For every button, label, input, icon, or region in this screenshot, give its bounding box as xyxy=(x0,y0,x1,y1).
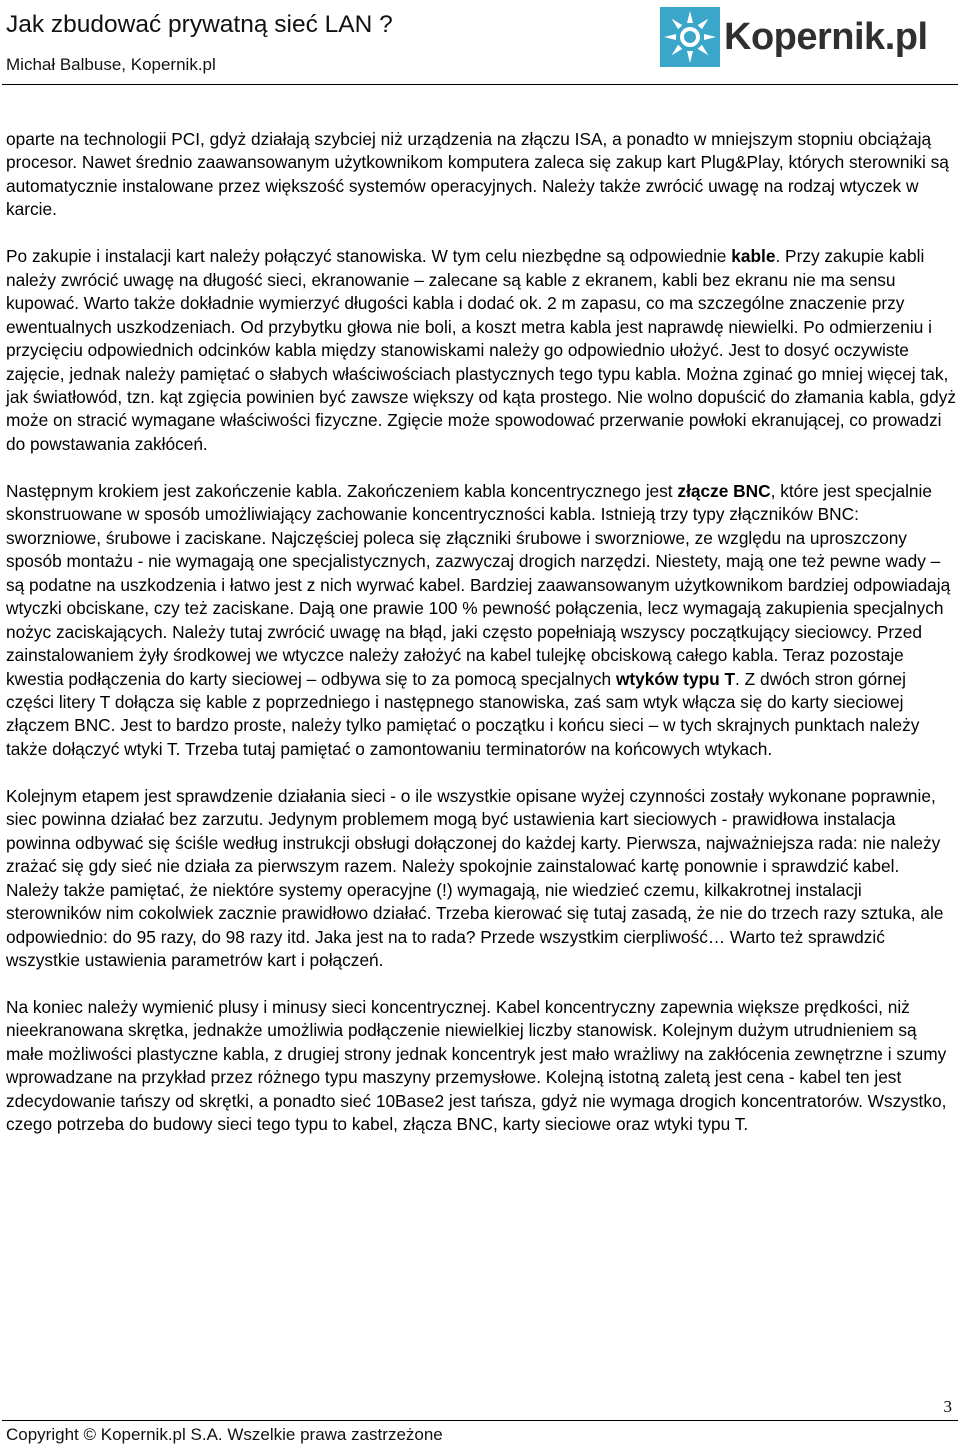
bold-term: wtyków typu T xyxy=(615,668,736,689)
paragraph-text: Po zakupie i instalacji kart należy połączyć stanowiska. W tym celu niezbędne są odpowiednie xyxy=(6,246,732,267)
paragraph-text: . Przy zakupie kabli należy zwrócić uwagę na długość sieci, ekranowanie – zalecane są kable z ekranem, kabli bez ekranu nie ma sensu kupować. Warto także dokładnie wymierzyć długości kabla i dodać ok. 2 m zapasu, co ma szczególne znaczenie przy ewentualnych uszkodzeniach. Od przybytku głowa nie boli, a koszt metra kabla jest naprawdę niewielki. Po odmierzeniu i przycięciu odpowiednich odcinków kabla między stanowiskami należy go odpowiednio ułożyć. Jest to dosyć oczywiste zajęcie, jednak należy pamiętać o słabych właściwościach plastycznych tego typu kabla. Można zginać go mniej więcej tak, jak światłowód, tzn. kąt zgięcia powinien być zawsze większy od kąta prostego. Nie wolno dopuścić do złamania kabla, gdyż może on stracić wymagane właściwości fizyczne. Zgięcie może spowodować przerwanie powłoki ekranującej, co prowadzi do powstawania zakłóceń. xyxy=(6,246,956,454)
logo-text: Kopernik.pl xyxy=(724,16,928,58)
paragraph-text: , które jest specjalnie skonstruowane w sposób umożliwiający zachowanie koncentryczności kabla. Istnieją trzy typy złączników BNC: sworzniowe, śrubowe i zaciskane. Najczęściej poleca się złączniki śrubowe i sworzniowe, ze względu na uproszczony sposób montażu - nie wymagają one specjalistycznych, zazwyczaj drogich narzędzi. Niestety, mają one też pewne wady – są podatne na uszkodzenia i łatwo jest z nich wyrwać kabel. Bardziej zaawansowanym użytkownikom bardziej odpowiadają wtyczki obciskane, czy też zaciskane. Dają one prawie 100 % pewność połączenia, lecz wymagają zakupienia specjalnych nożyc zaciskających. Należy tutaj zwrócić uwagę na błąd, jaki często popełniają wszyscy początkujący sieciowcy. Przed zainstalowaniem żyły środkowej we wtyczce należy założyć na kabel tulejkę obciskową całego kabla. Teraz pozostaje kwestia podłączenia do karty sieciowej – odbywa się to za pomocą specjalnych xyxy=(6,480,951,689)
header-divider xyxy=(2,84,958,85)
footer-divider xyxy=(2,1420,958,1421)
document-title: Jak zbudować prywatną sieć LAN ? xyxy=(6,11,393,38)
paragraph-3 xyxy=(6,480,956,761)
paragraph-text: Na koniec należy wymienić plusy i minusy sieci koncentrycznej. Kabel koncentryczny zapewnia większe prędkości, niż nieekranowana skrętka, jednakże umożliwia podłączenie niewielkiej liczby stanowisk. Kolejnym dużym utrudnieniem są małe możliwości plastyczne kabla, z drugiej strony jednak koncentryk jest mało wrażliwy na zakłócenia zewnętrzne i szumy wprowadzane na przykład przez różnego typu maszyny przemysłowe. Kolejną istotną zaletą jest cena - kabel ten jest zdecydowanie tańszy od skrętki, a ponadto sieć 10Base2 jest tańsza, gdyż nie wymaga drogich koncentratorów. Wszystko, czego potrzeba do budowy sieci tego typu to kabel, złącza BNC, karty sieciowe oraz wtyki typu T. xyxy=(6,996,947,1135)
paragraph-text: oparte na technologii PCI, gdyż działają szybciej niż urządzenia na złączu ISA, a ponadto w mniejszym stopniu obciążają procesor. Nawet średnio zaawansowanym użytkownikom komputera zaleca się zakup kart Plug&Play, których sterowniki są automatycznie instalowane przez większość systemów operacyjnych. Należy także zwrócić uwagę na rodzaj wtyczek w karcie. xyxy=(6,129,949,220)
sun-icon xyxy=(660,7,720,67)
paragraph-text: Następnym krokiem jest zakończenie kabla. Zakończeniem kabla koncentrycznego jest xyxy=(6,480,678,501)
paragraph-2 xyxy=(6,245,956,456)
paragraph-4 xyxy=(6,785,956,973)
article-body xyxy=(6,128,956,1160)
paragraph-1 xyxy=(6,128,956,222)
bold-term: kable xyxy=(731,246,776,267)
bold-term: złącze BNC xyxy=(677,480,771,501)
footer-copyright: Copyright © Kopernik.pl S.A. Wszelkie prawa zastrzeżone xyxy=(6,1425,443,1444)
kopernik-logo xyxy=(660,6,956,68)
paragraph-5 xyxy=(6,996,956,1137)
page-number: 3 xyxy=(943,1397,952,1416)
document-author: Michał Balbuse, Kopernik.pl xyxy=(6,55,216,74)
paragraph-text: Kolejnym etapem jest sprawdzenie działania sieci - o ile wszystkie opisane wyżej czynności zostały wykonane poprawnie, siec powinna działać bez zarzutu. Jedynym problemem mogą być ustawienia kart sieciowych - prawidłowa instalacja powinna odbywać się ściśle według instrukcji obsługi dołączonej do każdej karty. Pierwsza, najważniejsza rada: nie należy zrażać się gdy sieć nie działa za pierwszym razem. Należy spokojnie zainstalować kartę ponownie i sprawdzić kabel. Należy także pamiętać, że niektóre systemy operacyjne (!) wymagają, nie wiedzieć czemu, kilkakrotnej instalacji sterowników nim cokolwiek zacznie prawidłowo działać. Trzeba kierować się tutaj zasadą, że nie do trzech razy sztuka, ale odpowiednio: do 95 razy, do 98 razy itd. Jaka jest na to rada? Przede wszystkim cierpliwość… Warto też sprawdzić wszystkie ustawienia parametrów kart i połączeń. xyxy=(6,785,944,970)
paragraph-text: . Z dwóch stron górnej części litery T dołącza się kable z poprzedniego i następnego stanowiska, zaś sam wtyk włącza się do karty sieciowej złączem BNC. Jest to bardzo proste, należy tylko pamiętać o początku i końcu sieci – w tych skrajnych punktach należy także dołączyć wtyki T. Trzeba tutaj pamiętać o zamontowaniu terminatorów na końcowych wtykach. xyxy=(6,668,920,759)
